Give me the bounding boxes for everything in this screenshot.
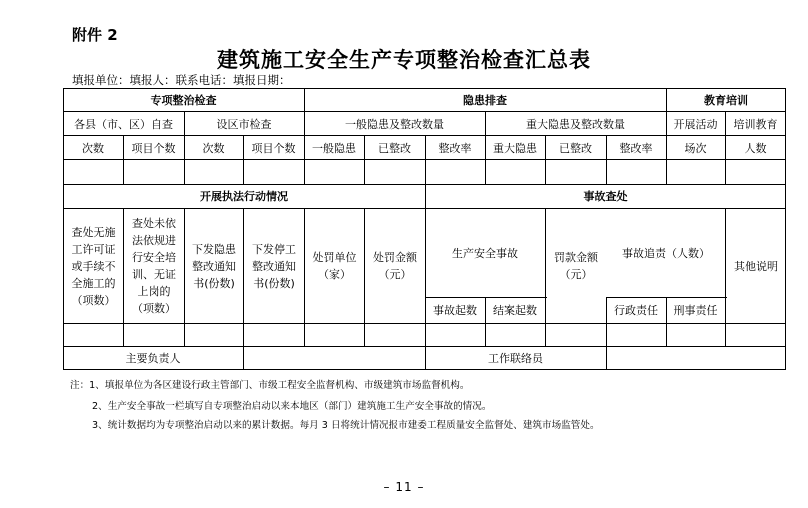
col-penalized-units: 处罚单位（家） bbox=[312, 251, 357, 281]
subgroup-city-check: 设区市检查 bbox=[216, 117, 272, 131]
col-untrained-cases: 查处未依法依规进行安全培训、无证上岗的（项数） bbox=[132, 217, 176, 315]
col-general-fixed: 已整改 bbox=[378, 141, 411, 155]
subgroup-general-hazard: 一般隐患及整改数量 bbox=[345, 117, 444, 131]
subgroup-training: 培训教育 bbox=[733, 117, 778, 131]
document-title: 建筑施工安全生产专项整治检查汇总表 bbox=[217, 47, 591, 72]
col-sessions: 场次 bbox=[684, 141, 707, 155]
principal-label: 主要负责人 bbox=[125, 352, 181, 365]
col-stop-notice: 下发停工整改通知书(份数) bbox=[252, 242, 296, 290]
col-major-hazard: 重大隐患 bbox=[493, 141, 537, 155]
subgroup-county-self-check: 各县（市、区）自查 bbox=[74, 117, 173, 131]
summary-table bbox=[63, 88, 786, 370]
col-admin-liability: 行政责任 bbox=[614, 304, 658, 317]
page-number: – 11 – bbox=[383, 480, 425, 494]
col-people: 人数 bbox=[744, 141, 767, 155]
note-2: 2、生产安全事故一栏填写自专项整治启动以来本地区（部门）建筑施工生产安全事故的情况。 bbox=[92, 401, 492, 412]
col-general-rate: 整改率 bbox=[438, 141, 472, 155]
col-fine-amount: 处罚金额（元） bbox=[373, 251, 417, 281]
col-closed-count: 结案起数 bbox=[493, 304, 537, 317]
col-no-permit-cases: 查处无施工许可证或手续不全施工的（项数） bbox=[71, 225, 116, 307]
col-county-items: 项目个数 bbox=[131, 141, 176, 155]
group-hazard-check: 隐患排查 bbox=[463, 93, 507, 107]
col-major-rate: 整改率 bbox=[619, 141, 653, 155]
col-city-items: 项目个数 bbox=[251, 141, 296, 155]
col-criminal-liability: 刑事责任 bbox=[673, 304, 718, 317]
note-3: 3、统计数据均为专项整治启动以来的累计数据。每月 3 日将统计情况报市建委工程质量安全监督处、建筑市场监管处。 bbox=[92, 420, 600, 431]
col-city-times: 次数 bbox=[202, 141, 225, 155]
fill-in-line: 填报单位：填报人：联系电话：填报日期： bbox=[72, 73, 291, 87]
group-enforcement-actions: 开展执法行动情况 bbox=[200, 189, 288, 203]
col-accident-count: 事故起数 bbox=[433, 304, 477, 317]
col-county-times: 次数 bbox=[82, 141, 104, 155]
col-major-fixed: 已整改 bbox=[559, 141, 592, 155]
subgroup-activities: 开展活动 bbox=[673, 117, 718, 131]
col-general-hazard: 一般隐患 bbox=[312, 141, 356, 155]
attachment-label: 附件 2 bbox=[72, 26, 118, 44]
col-other-notes: 其他说明 bbox=[734, 259, 778, 273]
note-1: 注：1、填报单位为各区建设行政主管部门、市级工程安全监督机构、市级建筑市场监督机构。 bbox=[70, 380, 470, 391]
liaison-label: 工作联络员 bbox=[488, 352, 543, 365]
col-safety-accidents: 生产安全事故 bbox=[452, 246, 518, 260]
subgroup-major-hazard: 重大隐患及整改数量 bbox=[526, 117, 625, 131]
group-special-inspection: 专项整治检查 bbox=[150, 93, 217, 107]
col-accountability: 事故追责（人数） bbox=[622, 246, 710, 260]
col-hazard-notice: 下发隐患整改通知书(份数) bbox=[192, 242, 236, 290]
col-accident-fine: 罚款金额（元） bbox=[554, 251, 598, 281]
group-accident-handling: 事故查处 bbox=[583, 189, 628, 203]
group-education-training: 教育培训 bbox=[704, 93, 748, 107]
